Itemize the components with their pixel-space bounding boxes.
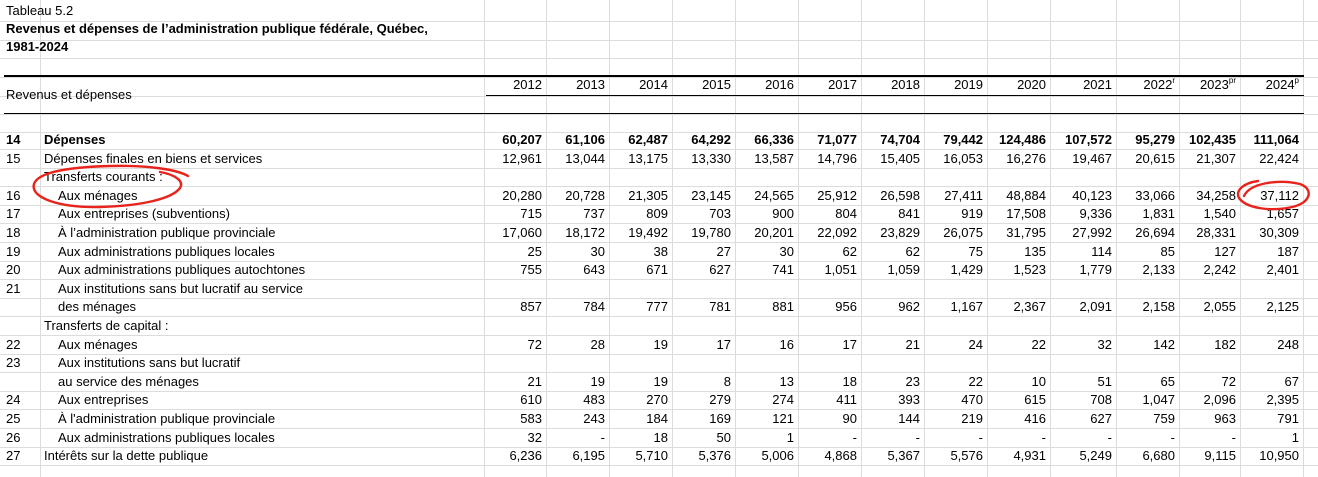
data-cell: 610 <box>520 392 542 408</box>
data-cell: 142 <box>1153 336 1175 352</box>
data-cell: 26,694 <box>1135 225 1175 240</box>
data-cell: 643 <box>583 262 605 278</box>
data-cell: 16,053 <box>943 150 983 166</box>
row-label: Aux institutions sans but lucratif <box>58 355 241 371</box>
data-cell: 19,780 <box>691 225 731 240</box>
grid-col-line <box>40 0 41 477</box>
data-cell: 21 <box>905 336 920 352</box>
data-cell: 21,305 <box>628 187 668 203</box>
year-header <box>484 76 542 94</box>
table-label: Tableau 5.2 <box>6 3 74 18</box>
data-cell: 962 <box>898 299 920 315</box>
row-number: 16 <box>6 187 21 203</box>
data-cell: 274 <box>772 392 794 408</box>
data-cell: - <box>852 429 857 445</box>
data-cell: 51 <box>1097 373 1112 389</box>
row-label: Aux entreprises <box>58 392 149 408</box>
data-cell: 127 <box>1214 243 1236 259</box>
row-label: au service des ménages <box>58 373 199 389</box>
data-cell: 21,307 <box>1196 150 1236 166</box>
year-header <box>1179 76 1236 94</box>
data-cell: 671 <box>646 262 668 278</box>
data-cell: 759 <box>1153 411 1175 426</box>
year-header <box>735 76 794 94</box>
data-cell: 187 <box>1277 243 1299 259</box>
data-cell: 741 <box>772 262 794 278</box>
data-cell: 5,367 <box>887 448 920 464</box>
data-cell: 15,405 <box>880 150 920 166</box>
data-cell: 809 <box>646 206 668 222</box>
data-cell: 23 <box>905 373 920 389</box>
data-cell: 279 <box>709 392 731 408</box>
year-header <box>861 76 920 94</box>
data-cell: 6,195 <box>572 448 605 464</box>
data-cell: 14,796 <box>817 150 857 166</box>
data-cell: 25 <box>527 243 542 259</box>
data-cell: 1,059 <box>887 262 920 278</box>
data-cell: 13 <box>779 373 794 389</box>
data-cell: 13,587 <box>754 150 794 166</box>
row-number: 17 <box>6 206 21 222</box>
data-cell: 38 <box>653 243 668 259</box>
data-cell: 114 <box>1091 243 1112 259</box>
data-cell: 31,795 <box>1006 225 1046 240</box>
data-cell: 32 <box>1097 336 1112 352</box>
year-label: 2018 <box>891 77 920 92</box>
data-cell: 102,435 <box>1189 132 1236 147</box>
data-cell: 9,115 <box>1204 448 1236 464</box>
row-number: 14 <box>6 132 21 147</box>
data-cell: 243 <box>583 411 605 426</box>
data-cell: 12,961 <box>502 150 542 166</box>
row-number: 19 <box>6 243 21 259</box>
data-cell: 2,091 <box>1079 299 1112 315</box>
data-cell: 48,884 <box>1006 187 1046 203</box>
row-number: 23 <box>6 355 21 371</box>
data-cell: 30,309 <box>1259 225 1299 240</box>
row-number: 15 <box>6 150 21 166</box>
year-label: 2024 <box>1265 77 1295 92</box>
data-cell: 8 <box>723 373 731 389</box>
row-label: Intérêts sur la dette publique <box>44 448 209 464</box>
data-cell: 1 <box>786 429 794 445</box>
data-cell: 19 <box>590 373 605 389</box>
data-cell: 1,047 <box>1142 392 1175 408</box>
data-cell: 75 <box>968 243 983 259</box>
year-header <box>609 76 668 94</box>
data-cell: 2,395 <box>1266 392 1299 408</box>
data-cell: 24,565 <box>754 187 794 203</box>
data-cell: 27,992 <box>1072 225 1112 240</box>
row-number: 18 <box>6 225 21 240</box>
row-label: Aux ménages <box>58 187 138 203</box>
data-cell: 270 <box>646 392 668 408</box>
data-cell: 111,064 <box>1253 132 1299 147</box>
data-cell: 781 <box>709 299 731 315</box>
data-cell: 66,336 <box>754 132 794 147</box>
data-cell: 19 <box>653 336 668 352</box>
data-cell: 17 <box>842 336 857 352</box>
data-cell: - <box>1170 429 1175 445</box>
data-cell: 107,572 <box>1065 132 1112 147</box>
row-number: 20 <box>6 262 21 278</box>
data-cell: 23,145 <box>691 187 731 203</box>
data-cell: 411 <box>836 392 857 408</box>
data-cell: 18 <box>653 429 668 445</box>
data-cell: 1,051 <box>824 262 857 278</box>
data-cell: 841 <box>898 206 920 222</box>
row-label: Aux administrations publiques autochtones <box>58 262 306 278</box>
data-cell: 21 <box>527 373 542 389</box>
data-cell: 33,066 <box>1135 187 1175 203</box>
year-label: 2017 <box>828 77 857 92</box>
grid-row-line <box>0 114 1318 115</box>
data-cell: 16,276 <box>1006 150 1046 166</box>
years-underline <box>486 95 1304 96</box>
data-cell: 5,249 <box>1079 448 1112 464</box>
grid-row-line <box>0 96 1318 97</box>
year-header <box>987 76 1046 94</box>
data-cell: 627 <box>1090 411 1112 426</box>
data-cell: 30 <box>590 243 605 259</box>
data-cell: 5,376 <box>698 448 731 464</box>
data-cell: 963 <box>1214 411 1236 426</box>
row-number: 27 <box>6 448 21 464</box>
year-header <box>798 76 857 94</box>
data-cell: 416 <box>1024 411 1046 426</box>
row-label: Aux administrations publiques locales <box>58 243 275 259</box>
data-cell: 27 <box>716 243 731 259</box>
data-cell: 72 <box>1221 373 1236 389</box>
data-cell: 18,172 <box>565 225 605 240</box>
year-label: 2023 <box>1199 77 1229 92</box>
year-note: r <box>1172 76 1175 85</box>
data-cell: 62 <box>905 243 920 259</box>
year-label: 2013 <box>576 77 605 92</box>
row-label: des ménages <box>58 299 137 315</box>
year-note: pr <box>1228 76 1236 85</box>
data-cell: 715 <box>520 206 542 222</box>
row-number: 24 <box>6 392 21 408</box>
data-cell: - <box>978 429 983 445</box>
data-cell: 169 <box>709 411 731 426</box>
data-cell: 956 <box>835 299 857 315</box>
data-cell: 737 <box>583 206 605 222</box>
year-label: 2020 <box>1017 77 1046 92</box>
data-cell: 4,868 <box>824 448 857 464</box>
data-cell: 67 <box>1284 373 1299 389</box>
data-cell: 20,201 <box>754 225 794 240</box>
year-header <box>1240 76 1299 94</box>
data-cell: 1,831 <box>1142 206 1175 222</box>
data-cell: 755 <box>520 262 542 278</box>
data-cell: 900 <box>772 206 794 222</box>
data-cell: 708 <box>1090 392 1112 408</box>
data-cell: 37,112 <box>1260 187 1299 203</box>
data-cell: 2,125 <box>1266 299 1299 315</box>
data-cell: 26,598 <box>880 187 920 203</box>
row-label: Dépenses <box>44 132 106 147</box>
data-cell: 121 <box>772 411 794 426</box>
data-cell: 90 <box>842 411 857 426</box>
stub-header: Revenus et dépenses <box>6 87 132 102</box>
data-cell: 919 <box>961 206 983 222</box>
data-cell: 19,492 <box>628 225 668 240</box>
data-cell: 22 <box>1031 336 1046 352</box>
row-number: 22 <box>6 336 21 352</box>
data-cell: 13,330 <box>691 150 731 166</box>
data-cell: 5,576 <box>950 448 983 464</box>
data-cell: 124,486 <box>999 132 1046 147</box>
row-number: 21 <box>6 280 21 296</box>
data-cell: 13,044 <box>565 150 605 166</box>
data-cell: 72 <box>527 336 542 352</box>
data-cell: 32 <box>527 429 542 445</box>
data-cell: - <box>1041 429 1046 445</box>
data-cell: 17 <box>716 336 731 352</box>
header-bottom-rule <box>4 113 1304 114</box>
year-label: 2012 <box>513 77 542 92</box>
data-cell: 22,424 <box>1259 150 1299 166</box>
data-cell: 1,429 <box>950 262 983 278</box>
data-cell: 13,175 <box>628 150 668 166</box>
data-cell: 2,401 <box>1266 262 1299 278</box>
data-cell: 10 <box>1031 373 1046 389</box>
data-cell: 28 <box>590 336 605 352</box>
data-cell: 30 <box>779 243 794 259</box>
data-cell: 22 <box>968 373 983 389</box>
data-cell: 6,680 <box>1142 448 1175 464</box>
data-cell: 25,912 <box>817 187 857 203</box>
grid-row-line <box>0 40 1318 41</box>
data-cell: 9,336 <box>1079 206 1112 222</box>
data-cell: 6,236 <box>509 448 542 464</box>
year-header <box>1050 76 1112 94</box>
data-cell: 22,092 <box>817 225 857 240</box>
year-label: 2022 <box>1143 77 1173 92</box>
data-cell: 4,931 <box>1013 448 1046 464</box>
data-cell: 615 <box>1024 392 1046 408</box>
data-cell: 393 <box>898 392 920 408</box>
data-cell: 791 <box>1277 411 1299 426</box>
data-cell: 18 <box>842 373 857 389</box>
grid-row-line <box>0 58 1318 59</box>
data-cell: 34,258 <box>1196 187 1236 203</box>
row-label: Transferts de capital : <box>44 318 169 333</box>
data-cell: 23,829 <box>880 225 920 240</box>
data-cell: 26,075 <box>943 225 983 240</box>
table-title: Revenus et dépenses de l’administration publique fédérale, Québec, <box>6 21 428 36</box>
data-cell: 24 <box>968 336 983 352</box>
row-number: 26 <box>6 429 21 445</box>
year-label: 2019 <box>954 77 983 92</box>
year-label: 2015 <box>702 77 731 92</box>
data-cell: 50 <box>716 429 731 445</box>
year-header <box>672 76 731 94</box>
data-cell: 248 <box>1277 336 1299 352</box>
row-label: Aux administrations publiques locales <box>58 429 275 445</box>
data-cell: 61,106 <box>565 132 605 147</box>
data-cell: 10,950 <box>1259 448 1299 464</box>
data-cell: 2,133 <box>1142 262 1175 278</box>
data-cell: 17,508 <box>1006 206 1046 222</box>
data-cell: 483 <box>583 392 605 408</box>
data-cell: 95,279 <box>1135 132 1175 147</box>
data-cell: - <box>600 429 605 445</box>
data-cell: 27,411 <box>944 187 983 203</box>
year-note: p <box>1294 76 1299 85</box>
year-header <box>924 76 983 94</box>
data-cell: 857 <box>520 299 542 315</box>
data-cell: 182 <box>1214 336 1236 352</box>
data-cell: 65 <box>1160 373 1175 389</box>
data-cell: 804 <box>835 206 857 222</box>
grid-row-line <box>0 168 1318 169</box>
data-cell: 2,096 <box>1203 392 1236 408</box>
data-cell: 74,704 <box>880 132 920 147</box>
data-cell: 16 <box>779 336 794 352</box>
data-cell: 219 <box>961 411 983 426</box>
data-cell: 703 <box>709 206 731 222</box>
data-cell: 17,060 <box>502 225 542 240</box>
data-cell: 20,728 <box>565 187 605 203</box>
data-cell: 60,207 <box>502 132 542 147</box>
data-cell: 627 <box>709 262 731 278</box>
data-cell: 5,006 <box>761 448 794 464</box>
year-header <box>546 76 605 94</box>
data-cell: 20,615 <box>1135 150 1175 166</box>
data-cell: 1,779 <box>1079 262 1112 278</box>
data-cell: 19,467 <box>1072 150 1112 166</box>
data-cell: 784 <box>583 299 605 315</box>
year-label: 2014 <box>639 77 668 92</box>
data-cell: 2,158 <box>1142 299 1175 315</box>
data-cell: 28,331 <box>1196 225 1236 240</box>
row-label: À l'administration publique provinciale <box>58 411 276 426</box>
data-cell: 777 <box>646 299 668 315</box>
data-cell: 583 <box>520 411 542 426</box>
row-label: Aux institutions sans but lucratif au service <box>58 280 303 296</box>
table-title-years: 1981-2024 <box>6 39 69 54</box>
data-cell: - <box>1107 429 1112 445</box>
data-cell: 144 <box>898 411 920 426</box>
data-cell: 40,123 <box>1072 187 1112 203</box>
row-label: Transferts courants : <box>44 169 163 185</box>
data-cell: 1,523 <box>1013 262 1046 278</box>
data-cell: 20,280 <box>502 187 542 203</box>
row-label: Dépenses finales en biens et services <box>44 150 263 166</box>
data-cell: 1,540 <box>1203 206 1236 222</box>
data-cell: 1 <box>1291 429 1299 445</box>
data-cell: 1,657 <box>1266 206 1299 222</box>
data-cell: 470 <box>961 392 983 408</box>
data-cell: 85 <box>1160 243 1175 259</box>
data-cell: 64,292 <box>691 132 731 147</box>
data-cell: 2,242 <box>1203 262 1236 278</box>
data-cell: 19 <box>653 373 668 389</box>
row-label: Aux ménages <box>58 336 138 352</box>
year-label: 2021 <box>1083 77 1112 92</box>
data-cell: 135 <box>1024 243 1046 259</box>
row-label: Aux entreprises (subventions) <box>58 206 230 222</box>
data-cell: 2,367 <box>1013 299 1046 315</box>
data-cell: - <box>1231 429 1236 445</box>
data-cell: 79,442 <box>943 132 983 147</box>
data-cell: - <box>915 429 920 445</box>
data-cell: 62,487 <box>628 132 668 147</box>
row-label: À l’administration publique provinciale <box>58 225 276 240</box>
data-cell: 184 <box>646 411 668 426</box>
data-cell: 881 <box>772 299 794 315</box>
data-cell: 71,077 <box>817 132 857 147</box>
data-cell: 62 <box>842 243 857 259</box>
grid-col-line <box>1303 0 1304 477</box>
data-cell: 1,167 <box>950 299 983 315</box>
year-header <box>1116 76 1175 94</box>
row-number: 25 <box>6 411 21 426</box>
data-cell: 2,055 <box>1203 299 1236 315</box>
data-cell: 5,710 <box>635 448 668 464</box>
year-label: 2016 <box>765 77 794 92</box>
